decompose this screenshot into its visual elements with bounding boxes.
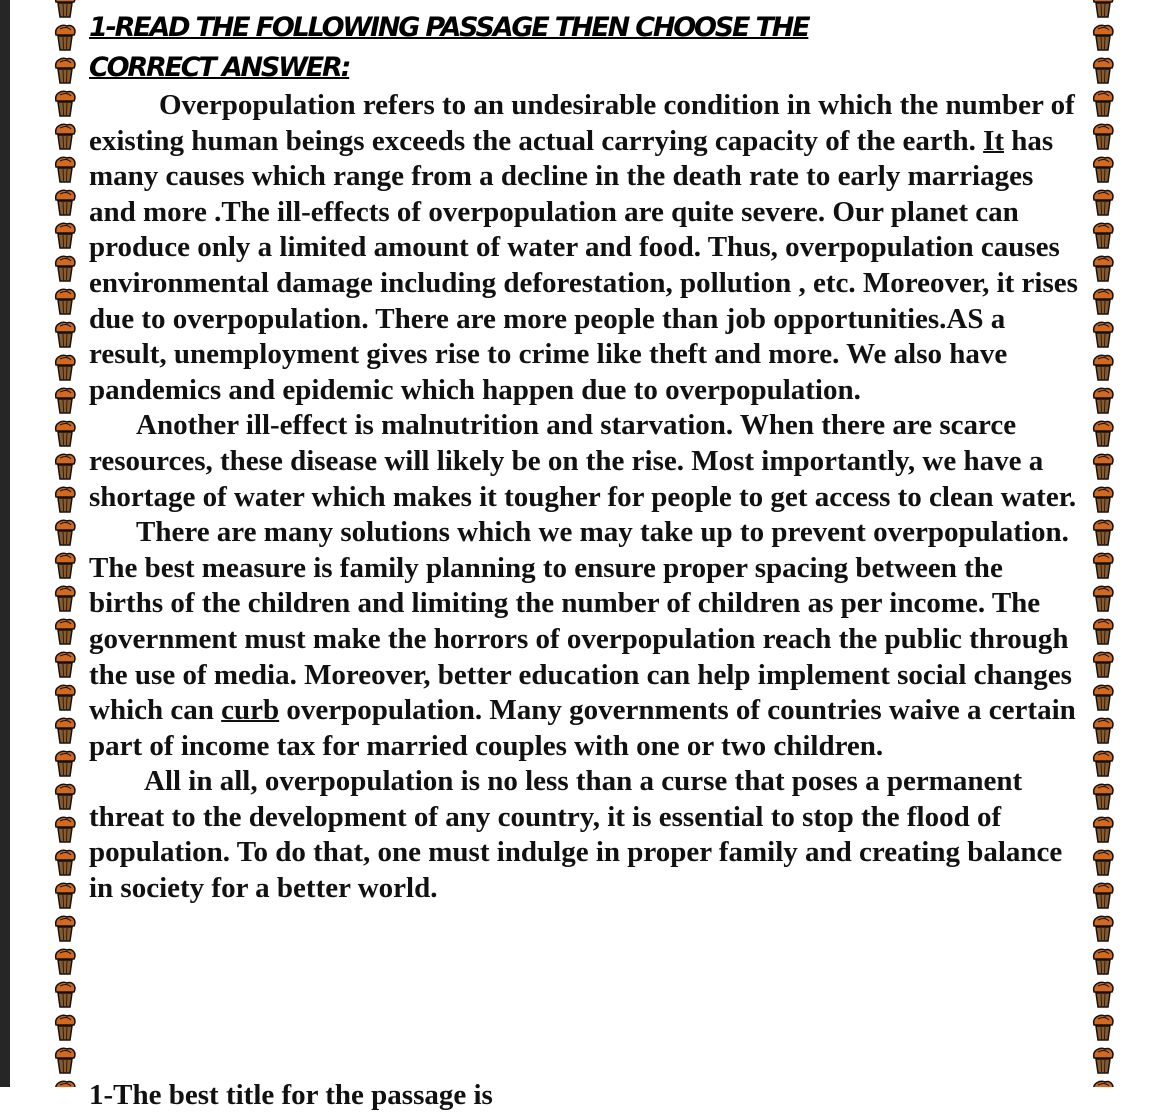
cupcake-icon <box>1091 122 1115 150</box>
cupcake-icon <box>1091 452 1115 480</box>
passage-text: Another ill-effect is malnutrition and starvation. When there are scarce resources, these disease will likely be on the rise. Most importantly, we have a shortage of water which makes it tougher for people to get access to clean water. <box>89 409 1077 513</box>
cupcake-icon <box>53 221 77 249</box>
cupcake-icon <box>53 452 77 480</box>
cupcake-icon <box>1091 1046 1115 1074</box>
cupcake-icon <box>1091 0 1115 18</box>
cupcake-icon <box>53 980 77 1008</box>
cupcake-icon <box>53 23 77 51</box>
cupcake-icon <box>1091 848 1115 876</box>
passage-paragraph <box>89 408 1084 515</box>
cupcake-icon <box>1091 683 1115 711</box>
cupcake-icon <box>53 1013 77 1041</box>
passage-text: has many causes which range from a decline in the death rate to early marriages and more .The ill-effects of overpopulation are quite severe. Our planet can produce only a limited amount of water and food. Thus, overpopulation causes environmental damage including deforestation, pollution , etc. Moreover, it rises due to overpopulation. There are more people than job opportunities.AS a result, unemployment gives rise to crime like theft and more. We also have pandemics and epidemic which happen due to overpopulation. <box>89 124 1078 406</box>
cupcake-icon <box>53 155 77 183</box>
cupcake-icon <box>53 353 77 381</box>
cupcake-icon <box>1091 23 1115 51</box>
cupcake-icon <box>1091 518 1115 546</box>
cupcake-icon <box>53 617 77 645</box>
cut-off-question-line: 1-The best title for the passage is <box>89 1079 493 1111</box>
cupcake-icon <box>53 485 77 513</box>
cupcake-icon <box>53 1046 77 1074</box>
cupcake-icon <box>53 914 77 942</box>
cupcake-icon <box>1091 551 1115 579</box>
exercise-heading: 1-READ THE FOLLOWING PASSAGE THEN CHOOSE THE CORRECT ANSWER: <box>89 12 809 83</box>
cupcake-icon <box>53 881 77 909</box>
passage-text: Overpopulation refers to an undesirable condition in which the number of existing human beings exceeds the actual carrying capacity of the earth. <box>89 89 1075 157</box>
passage-text: All in all, overpopulation is no less than a curse that poses a permanent threat to the development of any country, it is essential to stop the flood of population. To do that, one must indulge in proper family and creating balance in society for a better world. <box>89 765 1063 905</box>
cupcake-icon <box>1091 749 1115 777</box>
cupcake-icon <box>53 386 77 414</box>
cupcake-icon <box>53 287 77 315</box>
cupcake-icon <box>53 947 77 975</box>
cupcake-icon <box>53 584 77 612</box>
cupcake-icon <box>1091 419 1115 447</box>
cupcake-icon <box>53 749 77 777</box>
cupcake-icon <box>1091 980 1115 1008</box>
cupcake-icon <box>1091 1079 1115 1087</box>
cupcake-icon <box>1091 287 1115 315</box>
cupcake-icon <box>1091 584 1115 612</box>
cupcake-icon <box>1091 56 1115 84</box>
cupcake-icon <box>1091 650 1115 678</box>
cupcake-icon <box>1091 485 1115 513</box>
cupcake-icon <box>53 254 77 282</box>
passage-text: There are many solutions which we may take up to prevent overpopulation. The best measure is family planning to ensure proper spacing between the births of the children and limiting the number of children as per income. The government must make the horrors of overpopulation reach the public through the use of media. Moreover, better education can help implement social changes which can <box>89 516 1072 727</box>
cupcake-icon <box>53 320 77 348</box>
cupcake-icon <box>1091 881 1115 909</box>
cupcake-icon <box>1091 947 1115 975</box>
cupcake-icon <box>53 716 77 744</box>
cupcake-icon <box>1091 89 1115 117</box>
cupcake-icon <box>1091 254 1115 282</box>
cupcake-icon <box>1091 914 1115 942</box>
passage-paragraph <box>89 515 1084 764</box>
cupcake-icon <box>53 89 77 117</box>
passage-text: overpopulation. Many governments of countries waive a certain part of income tax for married couples with one or two children. <box>89 694 1076 762</box>
cupcake-icon <box>53 848 77 876</box>
cupcake-icon <box>53 419 77 447</box>
cupcake-icon <box>53 0 77 18</box>
reading-passage <box>89 88 1084 907</box>
cupcake-icon <box>1091 386 1115 414</box>
cupcake-icon <box>53 1079 77 1087</box>
right-cupcake-border <box>1088 0 1118 1087</box>
cupcake-icon <box>53 782 77 810</box>
cupcake-icon <box>1091 221 1115 249</box>
cupcake-icon <box>53 188 77 216</box>
cupcake-icon <box>1091 782 1115 810</box>
cupcake-icon <box>1091 617 1115 645</box>
passage-paragraph <box>89 764 1084 906</box>
underlined-word: It <box>983 124 1005 157</box>
cupcake-icon <box>1091 716 1115 744</box>
cupcake-icon <box>53 122 77 150</box>
cupcake-icon <box>1091 1013 1115 1041</box>
cupcake-icon <box>1091 320 1115 348</box>
cupcake-icon <box>1091 353 1115 381</box>
passage-paragraph <box>89 88 1084 408</box>
left-cupcake-border <box>50 0 80 1087</box>
cupcake-icon <box>53 683 77 711</box>
cupcake-icon <box>53 56 77 84</box>
cupcake-icon <box>53 518 77 546</box>
cupcake-icon <box>1091 188 1115 216</box>
worksheet-page <box>89 0 1084 1111</box>
cupcake-icon <box>1091 815 1115 843</box>
cupcake-icon <box>53 551 77 579</box>
cupcake-icon <box>53 815 77 843</box>
left-edge-shadow <box>0 0 10 1087</box>
cupcake-icon <box>1091 155 1115 183</box>
cupcake-icon <box>53 650 77 678</box>
underlined-word: curb <box>221 694 280 727</box>
